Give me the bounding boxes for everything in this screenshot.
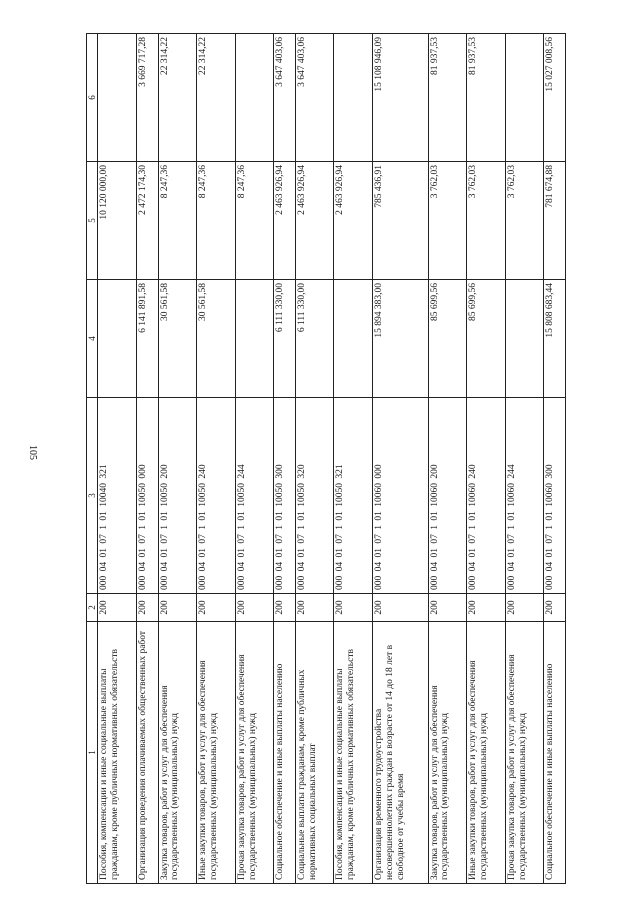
- row-code-cell: 200: [235, 594, 274, 622]
- row-kbk-cell: 000 04 01 07 1 01 10050 320: [295, 398, 334, 594]
- table-row: [428, 34, 467, 884]
- table-row: [98, 34, 137, 884]
- table-row: [235, 34, 274, 884]
- row-name-cell: Организация проведения оплачиваемых общественных работ: [136, 622, 158, 884]
- row-value-col4: [334, 280, 373, 398]
- row-value-col5: 2 463 926,94: [295, 162, 334, 280]
- column-header: 5: [87, 162, 98, 280]
- row-name-cell: Пособия, компенсации и иные социальные выплаты гражданам, кроме публичных нормативных обязательств: [334, 622, 373, 884]
- row-value-col6: 3 669 717,28: [136, 34, 158, 162]
- table-row: [334, 34, 373, 884]
- row-value-col5: 3 762,03: [467, 162, 506, 280]
- row-value-col4: 6 111 330,00: [274, 280, 296, 398]
- row-value-col6: 22 314,22: [158, 34, 197, 162]
- row-value-col4: 85 699,56: [467, 280, 506, 398]
- row-value-col6: 81 937,53: [428, 34, 467, 162]
- table-row: [136, 34, 158, 884]
- row-code-cell: 200: [373, 594, 429, 622]
- table-row: [505, 34, 544, 884]
- row-value-col6: [334, 34, 373, 162]
- row-name-cell: Социальное обеспечение и иные выплаты населению: [544, 622, 566, 884]
- table-row: [197, 34, 236, 884]
- row-value-col6: [235, 34, 274, 162]
- header-row: [87, 34, 98, 884]
- row-kbk-cell: 000 04 01 07 1 01 10040 321: [98, 398, 137, 594]
- row-code-cell: 200: [274, 594, 296, 622]
- row-value-col5: 3 762,03: [505, 162, 544, 280]
- row-kbk-cell: 000 04 01 07 1 01 10060 240: [467, 398, 506, 594]
- table-row: [467, 34, 506, 884]
- row-value-col5: 2 463 926,94: [334, 162, 373, 280]
- row-kbk-cell: 000 04 01 07 1 01 10050 321: [334, 398, 373, 594]
- row-name-cell: Организация временного трудоустройства несовершеннолетних граждан в возрасте от 14 до 18 лет в свободное от учебы время: [373, 622, 429, 884]
- row-value-col4: [98, 280, 137, 398]
- row-value-col6: 81 937,53: [467, 34, 506, 162]
- row-value-col6: 22 314,22: [197, 34, 236, 162]
- table-row: [544, 34, 566, 884]
- row-value-col5: 2 472 174,30: [136, 162, 158, 280]
- row-name-cell: Социальные выплаты гражданам, кроме публичных нормативных социальных выплат: [295, 622, 334, 884]
- row-value-col4: 15 808 683,44: [544, 280, 566, 398]
- row-code-cell: 200: [428, 594, 467, 622]
- row-name-cell: Прочая закупка товаров, работ и услуг для обеспечения государственных (муниципальных) нужд: [505, 622, 544, 884]
- column-header: 2: [87, 594, 98, 622]
- row-code-cell: 200: [334, 594, 373, 622]
- rotated-table-wrapper: [86, 34, 566, 884]
- row-kbk-cell: 000 04 01 07 1 01 10050 240: [197, 398, 236, 594]
- row-code-cell: 200: [136, 594, 158, 622]
- row-kbk-cell: 000 04 01 07 1 01 10050 000: [136, 398, 158, 594]
- row-kbk-cell: 000 04 01 07 1 01 10060 000: [373, 398, 429, 594]
- row-value-col6: [505, 34, 544, 162]
- row-value-col5: 10 120 000,00: [98, 162, 137, 280]
- row-kbk-cell: 000 04 01 07 1 01 10050 244: [235, 398, 274, 594]
- table-row: [295, 34, 334, 884]
- row-name-cell: Пособия, компенсации и иные социальные выплаты гражданам, кроме публичных нормативных обязательств: [98, 622, 137, 884]
- row-code-cell: 200: [295, 594, 334, 622]
- budget-table: [86, 33, 566, 884]
- row-kbk-cell: 000 04 01 07 1 01 10050 300: [274, 398, 296, 594]
- row-kbk-cell: 000 04 01 07 1 01 10060 244: [505, 398, 544, 594]
- row-value-col5: 8 247,36: [197, 162, 236, 280]
- row-value-col4: 15 894 383,00: [373, 280, 429, 398]
- row-code-cell: 200: [98, 594, 137, 622]
- row-value-col5: 781 674,88: [544, 162, 566, 280]
- table-row: [274, 34, 296, 884]
- row-name-cell: Иные закупки товаров, работ и услуг для обеспечения государственных (муниципальных) нужд: [467, 622, 506, 884]
- row-value-col4: [505, 280, 544, 398]
- row-value-col4: 85 699,56: [428, 280, 467, 398]
- row-value-col6: 15 108 946,09: [373, 34, 429, 162]
- row-value-col4: 6 111 330,00: [295, 280, 334, 398]
- row-value-col6: [98, 34, 137, 162]
- row-value-col6: 15 027 008,56: [544, 34, 566, 162]
- row-kbk-cell: 000 04 01 07 1 01 10060 200: [428, 398, 467, 594]
- column-header: 4: [87, 280, 98, 398]
- column-header: 6: [87, 34, 98, 162]
- row-name-cell: Социальное обеспечение и иные выплаты населению: [274, 622, 296, 884]
- column-header: 1: [87, 622, 98, 884]
- row-value-col5: 2 463 926,94: [274, 162, 296, 280]
- row-value-col5: 8 247,36: [158, 162, 197, 280]
- page-number: 105: [27, 445, 38, 460]
- row-value-col4: 30 561,58: [158, 280, 197, 398]
- row-name-cell: Закупка товаров, работ и услуг для обеспечения государственных (муниципальных) нужд: [158, 622, 197, 884]
- row-code-cell: 200: [158, 594, 197, 622]
- row-code-cell: 200: [505, 594, 544, 622]
- row-kbk-cell: 000 04 01 07 1 01 10050 200: [158, 398, 197, 594]
- row-name-cell: Закупка товаров, работ и услуг для обеспечения государственных (муниципальных) нужд: [428, 622, 467, 884]
- table-row: [158, 34, 197, 884]
- row-value-col6: 3 647 403,06: [295, 34, 334, 162]
- table-row: [373, 34, 429, 884]
- row-name-cell: Прочая закупка товаров, работ и услуг для обеспечения государственных (муниципальных) нужд: [235, 622, 274, 884]
- row-value-col4: 6 141 891,58: [136, 280, 158, 398]
- row-value-col5: 8 247,36: [235, 162, 274, 280]
- row-code-cell: 200: [467, 594, 506, 622]
- row-value-col5: 785 436,91: [373, 162, 429, 280]
- column-header: 3: [87, 398, 98, 594]
- row-code-cell: 200: [544, 594, 566, 622]
- row-name-cell: Иные закупки товаров, работ и услуг для обеспечения государственных (муниципальных) нужд: [197, 622, 236, 884]
- row-kbk-cell: 000 04 01 07 1 01 10060 300: [544, 398, 566, 594]
- row-value-col6: 3 647 403,06: [274, 34, 296, 162]
- row-value-col4: [235, 280, 274, 398]
- row-value-col5: 3 762,03: [428, 162, 467, 280]
- row-code-cell: 200: [197, 594, 236, 622]
- row-value-col4: 30 561,58: [197, 280, 236, 398]
